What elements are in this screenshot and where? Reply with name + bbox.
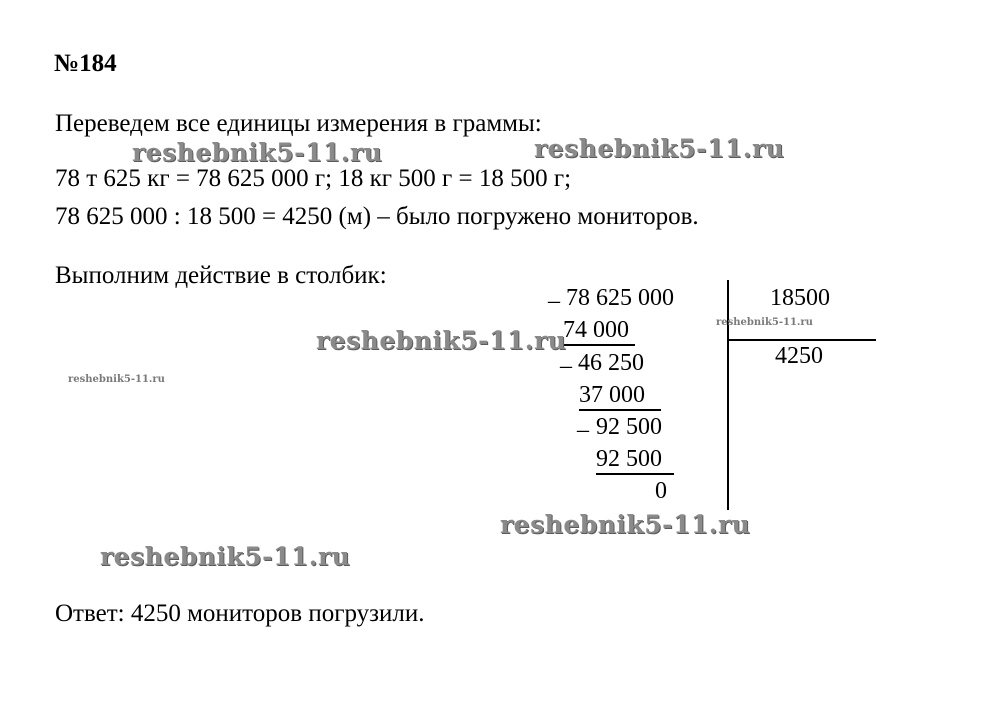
watermark: reshebnik5-11.ru (68, 374, 165, 385)
answer-text: Ответ: 4250 мониторов погрузили. (55, 600, 425, 627)
division-vertical-line (727, 280, 729, 510)
minus-sign-1: _ (548, 280, 560, 306)
minus-sign-3: _ (577, 409, 589, 435)
final-remainder: 0 (655, 478, 667, 504)
dividend: 78 625 000 (566, 285, 674, 311)
watermark: reshebnik5-11.ru (132, 138, 383, 167)
watermark: reshebnik5-11.ru (716, 317, 813, 328)
conversions-text: 78 т 625 кг = 78 625 000 г; 18 кг 500 г = 18 500 г; (55, 165, 572, 192)
divisor: 18500 (770, 285, 830, 311)
remainder-1: 46 250 (578, 350, 644, 376)
watermark: reshebnik5-11.ru (500, 510, 751, 539)
quotient: 4250 (775, 343, 823, 369)
division-text: 78 625 000 : 18 500 = 4250 (м) – было погружено мониторов. (55, 203, 699, 230)
problem-number: №184 (54, 50, 117, 77)
subtrahend-1: 74 000 (563, 317, 635, 346)
division-horizontal-line (727, 339, 876, 341)
watermark: reshebnik5-11.ru (534, 134, 785, 163)
column-intro-text: Выполним действие в столбик: (55, 262, 387, 289)
subtrahend-2: 37 000 (579, 382, 661, 411)
remainder-2: 92 500 (596, 414, 662, 440)
watermark: reshebnik5-11.ru (316, 326, 567, 355)
subtrahend-3: 92 500 (596, 446, 674, 475)
intro-text: Переведем все единицы измерения в граммы: (55, 110, 542, 137)
watermark: reshebnik5-11.ru (100, 542, 351, 571)
minus-sign-2: _ (560, 345, 572, 371)
